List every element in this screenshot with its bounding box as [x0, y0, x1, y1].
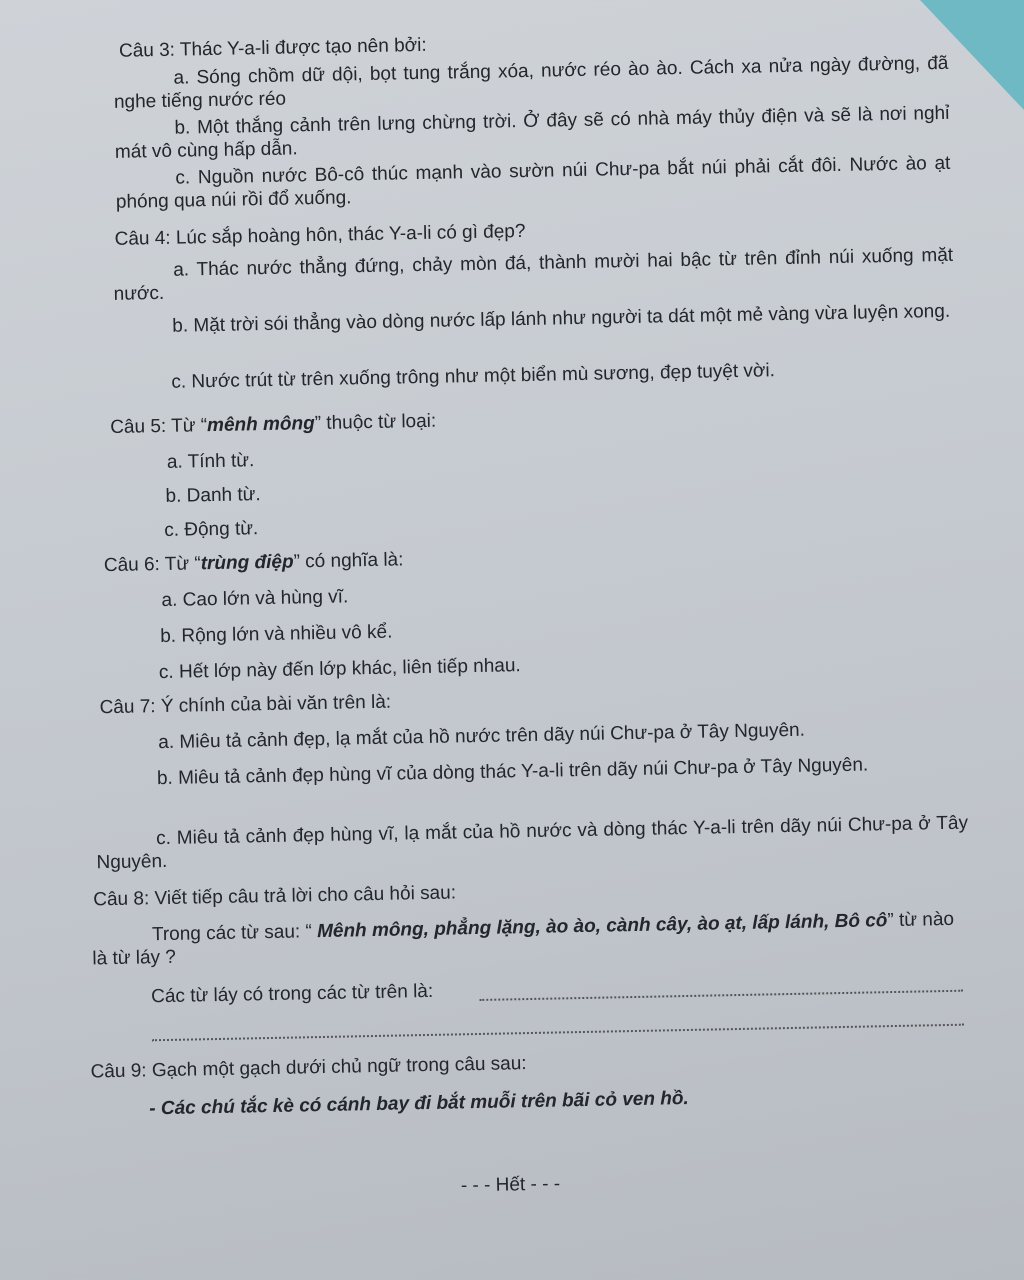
- answer-line-2[interactable]: [152, 1024, 964, 1042]
- question-7-option-c: c. Miêu tả cảnh đẹp hùng vĩ, lạ mắt của hồ nước và dòng thác Y-a-li trên dãy núi Chư-pa ở Tây Nguyên.: [96, 812, 969, 874]
- question-3-option-b: b. Một thắng cảnh trên lưng chừng trời. Ở đây sẽ có nhà máy thủy điện và sẽ là nơi nghỉ mát vô cùng hấp dẫn.: [114, 102, 950, 163]
- question-5-option-b: b. Danh từ.: [165, 484, 261, 507]
- question-5-word: mênh mông: [206, 413, 315, 437]
- question-5-title: [110, 410, 436, 440]
- end-mark: - - - Hết - - -: [460, 1173, 561, 1197]
- answer-line-1[interactable]: [479, 990, 963, 1001]
- question-3-title: Câu 3: Thác Y-a-li được tạo nên bởi:: [118, 34, 427, 62]
- question-4-option-a: a. Thác nước thẳng đứng, chảy mòn đá, thành mười hai bậc từ trên đỉnh núi xuống mặt nước.: [113, 244, 954, 305]
- question-5-prefix: Câu 5: Từ “: [110, 415, 208, 438]
- question-8-prompt-prefix: Trong các từ sau: “: [151, 921, 318, 946]
- question-8-prompt-suffix: ” từ nào là từ láy ?: [92, 908, 955, 970]
- question-5-suffix: ” thuộc từ loại:: [314, 410, 437, 435]
- question-8-title: Câu 8: Viết tiếp câu trả lời cho câu hỏi sau:: [93, 882, 457, 911]
- question-6-title: [104, 548, 404, 578]
- question-4-title: Câu 4: Lúc sắp hoàng hôn, thác Y-a-li có gì đẹp?: [114, 220, 526, 250]
- question-8-prompt: [92, 908, 973, 971]
- question-3-option-a: a. Sóng chồm dữ dội, bọt tung trắng xóa, nước réo ào ào. Cách xa nửa ngày đường, đã nghe tiếng nước réo: [113, 52, 949, 113]
- question-4-option-c: c. Nước trút từ trên xuống trông như một biển mù sương, đẹp tuyệt vời.: [171, 360, 776, 393]
- question-5-option-a: a. Tính từ.: [166, 450, 255, 473]
- question-7-title: Câu 7: Ý chính của bài văn trên là:: [99, 691, 392, 719]
- question-5-option-c: c. Động từ.: [164, 518, 259, 541]
- question-9-sentence: - Các chú tắc kè có cánh bay đi bắt muỗi trên bãi cỏ ven hồ.: [149, 1087, 689, 1120]
- question-7-option-b: b. Miêu tả cảnh đẹp hùng vĩ của dòng thác Y-a-li trên dãy núi Chư-pa ở Tây Nguyên.: [156, 754, 869, 790]
- question-4-option-b: b. Mặt trời sói thẳng vào dòng nước lấp lánh như người ta dát một mẻ vàng vừa luyện xong.: [172, 300, 951, 337]
- question-8-prompt-words: Mênh mông, phẳng lặng, ào ào, cành cây, ào ạt, lấp lánh, Bô cô: [316, 910, 888, 943]
- question-6-prefix: Câu 6: Từ “: [103, 553, 201, 577]
- question-6-word: trùng điệp: [200, 551, 294, 575]
- question-6-suffix: ” có nghĩa là:: [293, 549, 404, 573]
- question-6-option-a: a. Cao lớn và hùng vĩ.: [161, 586, 349, 612]
- question-3-option-c: c. Nguồn nước Bô-cô thúc mạnh vào sườn núi Chư-pa bắt núi phải cắt đôi. Nước ào ạt phóng qua núi rồi đổ xuống.: [115, 152, 951, 213]
- question-7-option-a: a. Miêu tả cảnh đẹp, lạ mắt của hồ nước trên dãy núi Chư-pa ở Tây Nguyên.: [158, 719, 806, 754]
- question-6-option-b: b. Rộng lớn và nhiều vô kể.: [160, 621, 393, 648]
- question-9-title: Câu 9: Gạch một gạch dưới chủ ngữ trong câu sau:: [90, 1053, 527, 1083]
- question-8-answer-label: Các từ láy có trong các từ trên là:: [150, 980, 434, 1008]
- question-6-option-c: c. Hết lớp này đến lớp khác, liên tiếp nhau.: [158, 655, 521, 684]
